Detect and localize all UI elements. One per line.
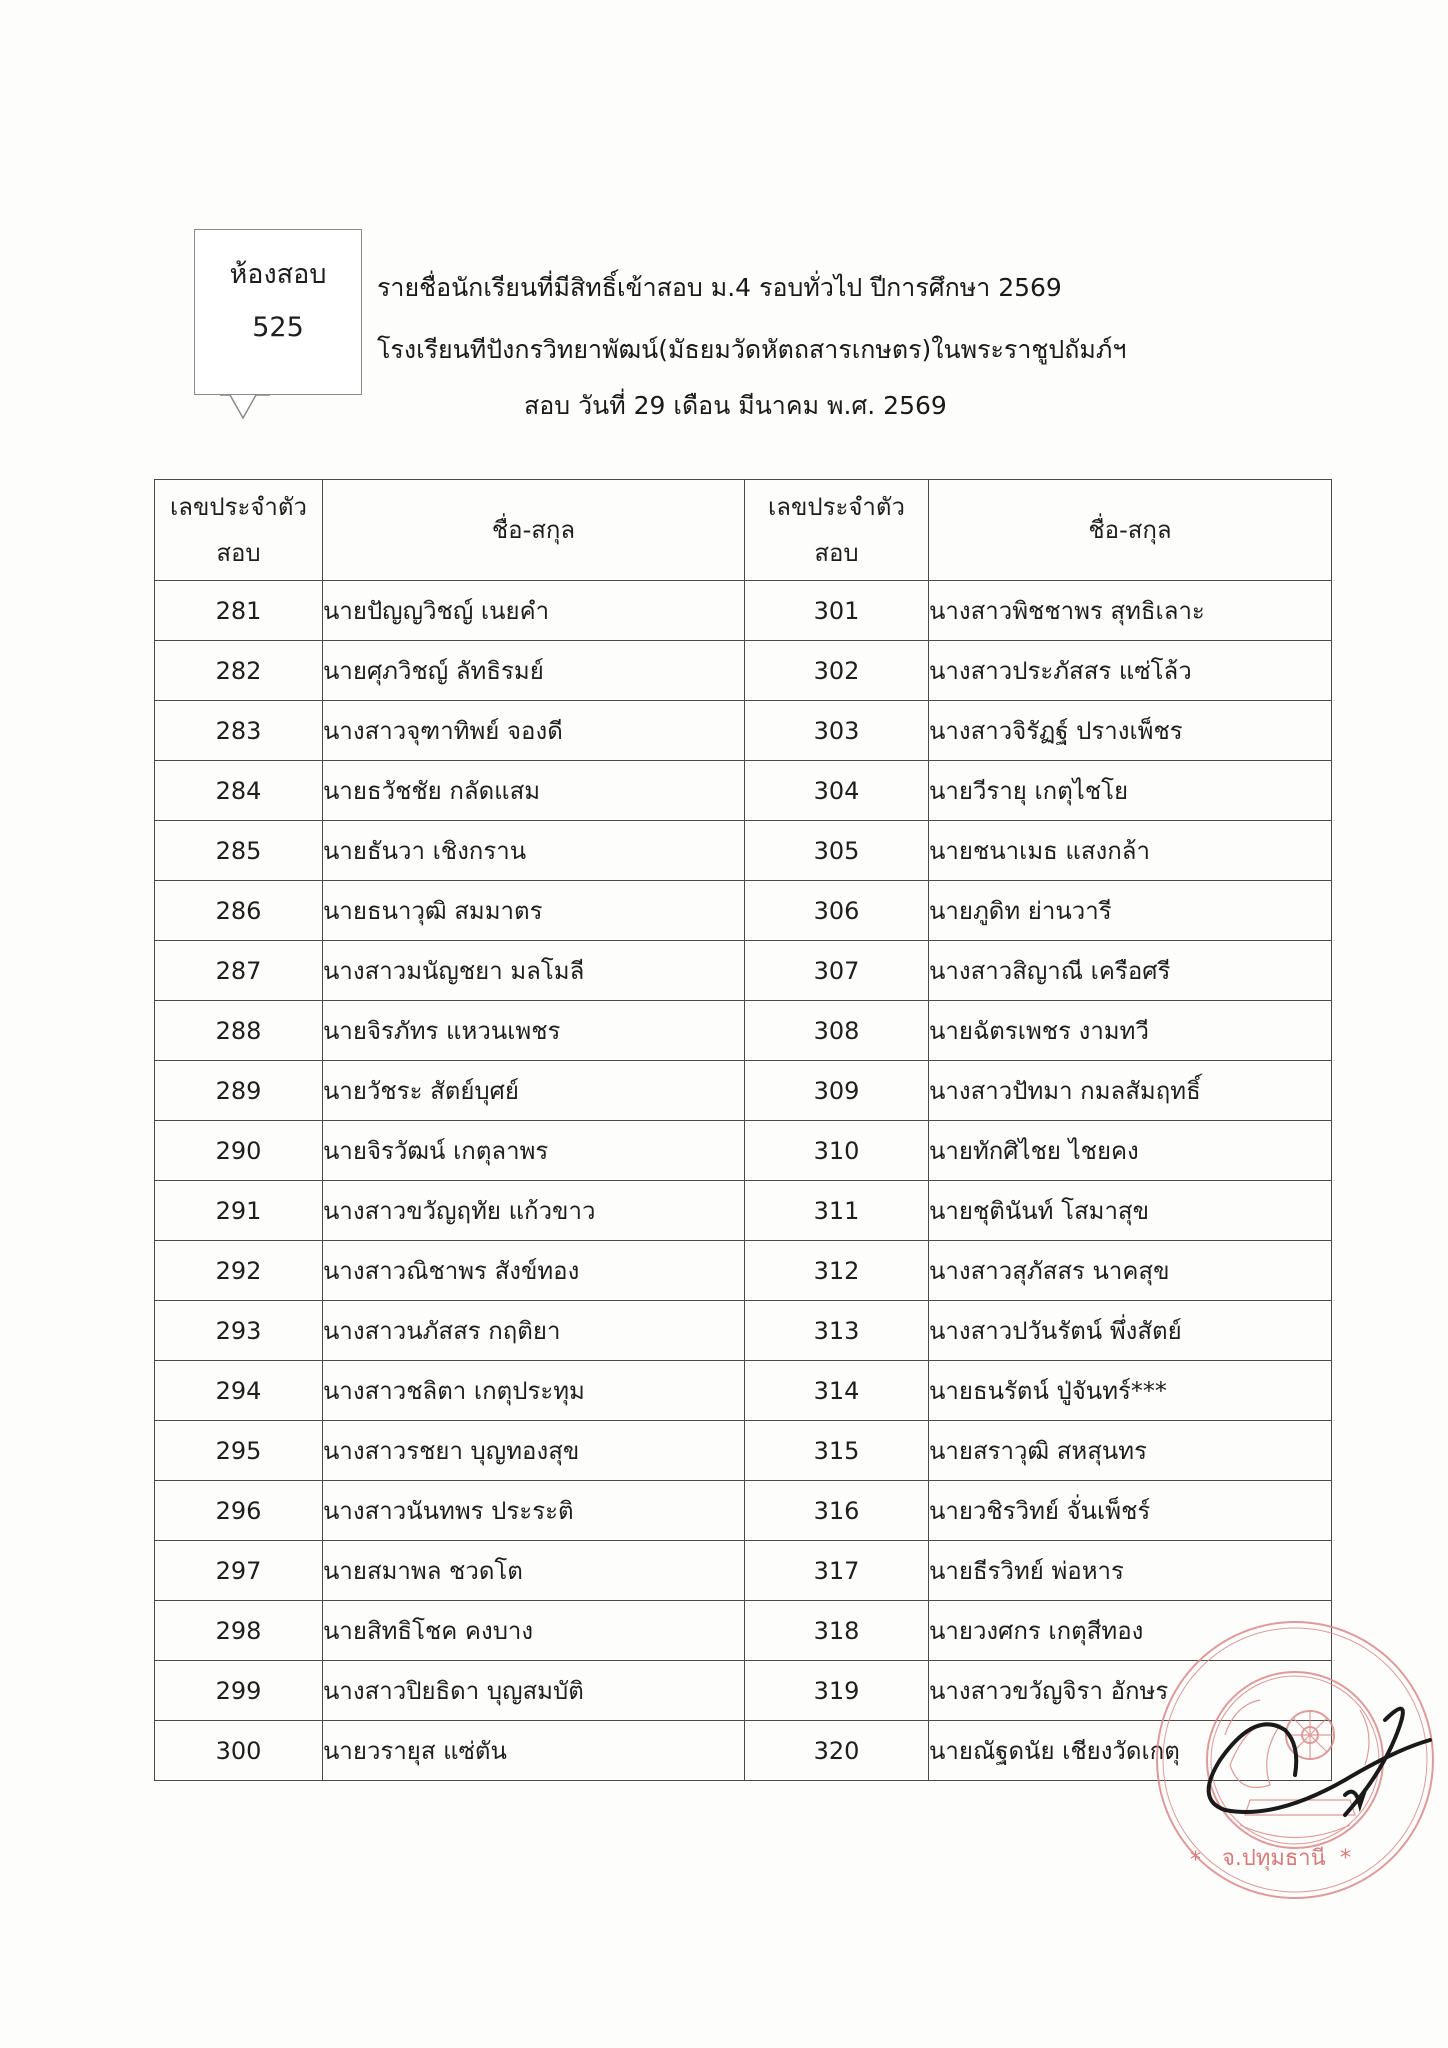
school-name: โรงเรียนทีปังกรวิทยาพัฒน์(มัธยมวัดหัตถสารเกษตร)ในพระราชูปถัมภ์ฯ [377, 335, 1127, 364]
exam-id-cell: 308 [745, 1001, 929, 1061]
student-name-cell: นางสาวชลิตา เกตุประทุม [323, 1361, 745, 1421]
exam-id-cell: 281 [155, 581, 323, 641]
exam-id-cell: 309 [745, 1061, 929, 1121]
exam-id-cell: 291 [155, 1181, 323, 1241]
exam-id-cell: 300 [155, 1721, 323, 1781]
student-name-cell: นายสราวุฒิ สหสุนทร [929, 1421, 1332, 1481]
student-name-cell: นายวงศกร เกตุสีทอง [929, 1601, 1332, 1661]
exam-id-cell: 287 [155, 941, 323, 1001]
student-name-cell: นายฉัตรเพชร งามทวี [929, 1001, 1332, 1061]
exam-id-cell: 285 [155, 821, 323, 881]
exam-id-cell: 282 [155, 641, 323, 701]
table-row [155, 641, 1332, 701]
exam-id-cell: 318 [745, 1601, 929, 1661]
table-row [155, 761, 1332, 821]
table-row [155, 1181, 1332, 1241]
student-name-cell: นายศุภวิชญ์ ลัทธิรมย์ [323, 641, 745, 701]
student-name-cell: นายชนาเมธ แสงกล้า [929, 821, 1332, 881]
exam-id-cell: 294 [155, 1361, 323, 1421]
student-name-cell: นางสาวขวัญฤทัย แก้วขาว [323, 1181, 745, 1241]
student-name-cell: นายภูดิท ย่านวารี [929, 881, 1332, 941]
svg-text:*: * [1190, 1848, 1201, 1873]
student-name-cell: นายวชิรวิทย์ จั่นเพ็ชร์ [929, 1481, 1332, 1541]
column-header-name-right: ชื่อ-สกุล [929, 480, 1332, 581]
student-name-cell: นางสาวสุภัสสร นาคสุข [929, 1241, 1332, 1301]
column-header-line: สอบ [216, 539, 261, 567]
student-name-cell: นายวรายุส แซ่ตัน [323, 1721, 745, 1781]
student-name-cell: นางสาวสิญาณี เครือศรี [929, 941, 1332, 1001]
student-name-cell: นายธีรวิทย์ พ่อหาร [929, 1541, 1332, 1601]
column-header-name-left: ชื่อ-สกุล [323, 480, 745, 581]
student-name-cell: นายชุตินันท์ โสมาสุข [929, 1181, 1332, 1241]
exam-id-cell: 312 [745, 1241, 929, 1301]
table-row [155, 941, 1332, 1001]
student-name-cell: นายปัญญวิชญ์ เนยคำ [323, 581, 745, 641]
table-row [155, 1061, 1332, 1121]
callout-pointer-icon [220, 394, 270, 420]
exam-id-cell: 286 [155, 881, 323, 941]
student-name-cell: นายวีรายุ เกตุไชโย [929, 761, 1332, 821]
table-row [155, 1721, 1332, 1781]
exam-id-cell: 301 [745, 581, 929, 641]
exam-date: สอบ วันที่ 29 เดือน มีนาคม พ.ศ. 2569 [524, 391, 947, 420]
table-row [155, 1001, 1332, 1061]
student-name-cell: นางสาวจิรัฏฐ์ ปรางเพ็ชร [929, 701, 1332, 761]
table-row [155, 1361, 1332, 1421]
student-name-cell: นางสาวจุฑาทิพย์ จองดี [323, 701, 745, 761]
exam-id-cell: 299 [155, 1661, 323, 1721]
student-name-cell: นางสาวประภัสสร แซ่โล้ว [929, 641, 1332, 701]
exam-id-cell: 303 [745, 701, 929, 761]
exam-id-cell: 320 [745, 1721, 929, 1781]
exam-id-cell: 298 [155, 1601, 323, 1661]
document-title: รายชื่อนักเรียนที่มีสิทธิ์เข้าสอบ ม.4 รอบทั่วไป ปีการศึกษา 2569 [377, 273, 1062, 302]
student-roster-table [154, 479, 1332, 1781]
exam-id-cell: 317 [745, 1541, 929, 1601]
column-header-line: เลขประจำตัว [170, 493, 307, 521]
seal-province-text: จ.ปทุมธานี [1222, 1846, 1326, 1871]
svg-text:*: * [1340, 1846, 1351, 1871]
exam-id-cell: 295 [155, 1421, 323, 1481]
student-name-cell: นายวัชระ สัตย์บุศย์ [323, 1061, 745, 1121]
table-row [155, 821, 1332, 881]
table-row [155, 1121, 1332, 1181]
student-name-cell: นายทักศิไชย ไชยคง [929, 1121, 1332, 1181]
student-name-cell: นางสาวณิชาพร สังข์ทอง [323, 1241, 745, 1301]
exam-id-cell: 306 [745, 881, 929, 941]
student-name-cell: นางสาวขวัญจิรา อักษร [929, 1661, 1332, 1721]
exam-id-cell: 290 [155, 1121, 323, 1181]
table-row [155, 1481, 1332, 1541]
exam-room-box [194, 229, 362, 395]
table-row [155, 1541, 1332, 1601]
exam-id-cell: 307 [745, 941, 929, 1001]
exam-id-cell: 284 [155, 761, 323, 821]
column-header-exam-id-left [155, 480, 323, 581]
table-row [155, 1421, 1332, 1481]
exam-id-cell: 302 [745, 641, 929, 701]
student-name-cell: นายณัฐดนัย เชียงวัดเกตุ [929, 1721, 1332, 1781]
table-row [155, 1301, 1332, 1361]
exam-id-cell: 315 [745, 1421, 929, 1481]
student-name-cell: นายธนาวุฒิ สมมาตร [323, 881, 745, 941]
student-name-cell: นายธันวา เชิงกราน [323, 821, 745, 881]
table-row [155, 581, 1332, 641]
exam-id-cell: 289 [155, 1061, 323, 1121]
exam-id-cell: 305 [745, 821, 929, 881]
student-name-cell: นางสาวนภัสสร กฤติยา [323, 1301, 745, 1361]
table-header-row [155, 480, 1332, 581]
exam-id-cell: 296 [155, 1481, 323, 1541]
exam-id-cell: 319 [745, 1661, 929, 1721]
student-name-cell: นายธนรัตน์ ปู่จันทร์*** [929, 1361, 1332, 1421]
student-name-cell: นายจิรภัทร แหวนเพชร [323, 1001, 745, 1061]
table-row [155, 701, 1332, 761]
student-name-cell: นายสิทธิโชค คงบาง [323, 1601, 745, 1661]
student-name-cell: นายสมาพล ชวดโต [323, 1541, 745, 1601]
table-row [155, 1661, 1332, 1721]
exam-id-cell: 304 [745, 761, 929, 821]
student-name-cell: นางสาวปวันรัตน์ พึ่งสัตย์ [929, 1301, 1332, 1361]
exam-id-cell: 288 [155, 1001, 323, 1061]
column-header-exam-id-right [745, 480, 929, 581]
exam-id-cell: 293 [155, 1301, 323, 1361]
exam-room-label: ห้องสอบ [229, 259, 327, 290]
student-name-cell: นางสาวมนัญชยา มลโมลี [323, 941, 745, 1001]
exam-id-cell: 297 [155, 1541, 323, 1601]
exam-id-cell: 316 [745, 1481, 929, 1541]
exam-id-cell: 292 [155, 1241, 323, 1301]
exam-id-cell: 310 [745, 1121, 929, 1181]
column-header-line: เลขประจำตัว [768, 493, 905, 521]
student-name-cell: นางสาวปิยธิดา บุญสมบัติ [323, 1661, 745, 1721]
student-name-cell: นางสาวพิชชาพร สุทธิเลาะ [929, 581, 1332, 641]
student-name-cell: นางสาวนันทพร ประระติ [323, 1481, 745, 1541]
student-name-cell: นางสาวรชยา บุญทองสุข [323, 1421, 745, 1481]
column-header-line: สอบ [814, 539, 859, 567]
table-row [155, 881, 1332, 941]
student-name-cell: นายจิรวัฒน์ เกตุลาพร [323, 1121, 745, 1181]
table-row [155, 1241, 1332, 1301]
exam-id-cell: 283 [155, 701, 323, 761]
exam-room-number: 525 [252, 312, 304, 343]
table-row [155, 1601, 1332, 1661]
exam-id-cell: 311 [745, 1181, 929, 1241]
exam-id-cell: 314 [745, 1361, 929, 1421]
student-name-cell: นายธวัชชัย กลัดแสม [323, 761, 745, 821]
exam-id-cell: 313 [745, 1301, 929, 1361]
student-name-cell: นางสาวปัทมา กมลสัมฤทธิ์ [929, 1061, 1332, 1121]
